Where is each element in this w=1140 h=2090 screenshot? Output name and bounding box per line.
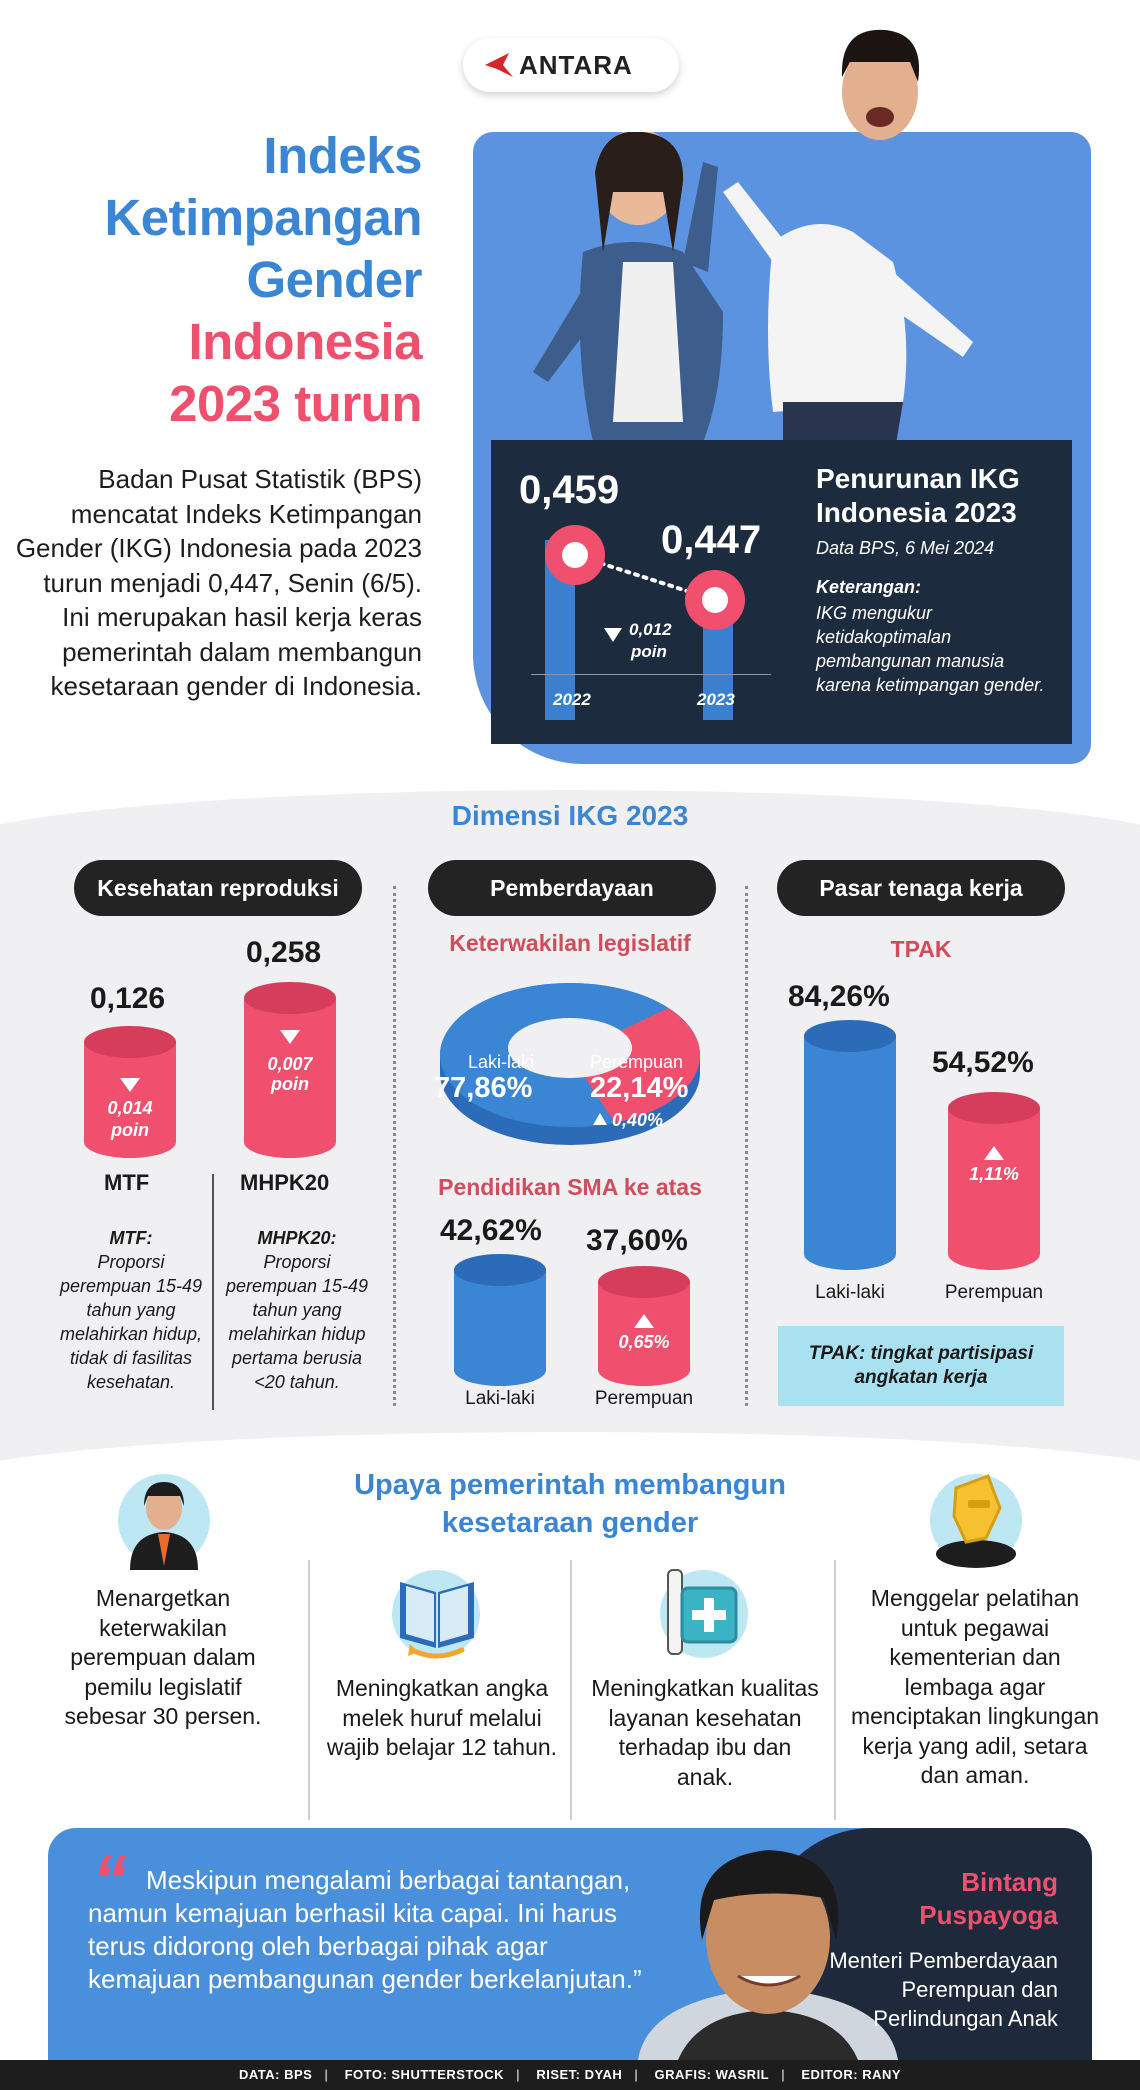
credit-foto: FOTO: SHUTTERSTOCK	[344, 2067, 505, 2082]
divider-1	[393, 886, 396, 1406]
book-icon	[392, 1568, 482, 1660]
point-2023	[702, 587, 728, 613]
quote-author-name	[838, 1866, 1058, 1932]
tpak-men-cylinder	[802, 1020, 898, 1272]
title-line-4: Indonesia	[188, 313, 422, 370]
pill-kesehatan: Kesehatan reproduksi	[74, 860, 362, 916]
antara-logo-icon	[483, 51, 515, 79]
title-line-2: Ketimpangan	[104, 189, 422, 246]
mtf-def-label: MTF:	[109, 1228, 153, 1248]
credit-riset: RISET: DYAH	[536, 2067, 623, 2082]
mhpk-change-unit: poin	[271, 1074, 309, 1094]
mtf-change-unit: poin	[111, 1120, 149, 1140]
effort-sep-3	[834, 1560, 836, 1820]
quote-author-role: Menteri Pemberdayaan Perempuan dan Perlindungan Anak	[829, 1948, 1058, 2031]
legis-women-value: 22,14%	[590, 1072, 689, 1104]
effort-item-3: Meningkatkan kualitas layanan kesehatan terhadap ibu dan anak.	[591, 1675, 819, 1790]
footer-credits: DATA: BPS | FOTO: SHUTTERSTOCK | RISET: DYAH | GRAFIS: WASRIL | EDITOR: RANY	[0, 2060, 1140, 2090]
quote-panel	[48, 1828, 1092, 2060]
tpak-women-change: 1,11%	[969, 1164, 1019, 1184]
title-line-1: Indeks	[263, 127, 422, 184]
ikg-panel-title: Penurunan IKG Indonesia 2023	[816, 463, 1020, 528]
change-value: 0,012	[629, 620, 672, 639]
legislator-woman-icon	[122, 1470, 206, 1574]
tpak-men-value: 84,26%	[788, 980, 890, 1013]
mtf-label: MTF	[104, 1170, 150, 1195]
man-figure	[723, 182, 973, 462]
legislative-title: Keterwakilan legislatif	[449, 930, 691, 956]
edu-men-value: 42,62%	[440, 1214, 542, 1247]
mhpk-def-label: MHPK20:	[257, 1228, 337, 1248]
ikg-stat-panel	[491, 440, 1072, 744]
divider-2	[745, 886, 748, 1406]
value-2022: 0,459	[519, 468, 620, 512]
antara-logo	[463, 38, 679, 92]
edu-women-cylinder	[596, 1266, 692, 1388]
mhpk-value: 0,258	[246, 936, 322, 969]
credit-grafis: GRAFIS: WASRIL	[654, 2067, 770, 2082]
tpak-women-value: 54,52%	[932, 1046, 1034, 1079]
down-arrow-icon	[604, 628, 622, 642]
legis-men-value: 77,86%	[434, 1072, 533, 1104]
ikg-panel-source: Data BPS, 6 Mei 2024	[816, 538, 995, 558]
tpak-women-label: Perempuan	[944, 1282, 1044, 1303]
tpak-title: TPAK	[890, 936, 952, 962]
year-2022: 2022	[553, 690, 591, 709]
quote-text: Meskipun mengalami berbagai tantangan, namun kemajuan berhasil kita capai. Ini harus terus didorong oleh berbagai pihak agar kemajuan pembangunan gender berkelanjutan.”	[88, 1865, 642, 1994]
effort-item-4: Menggelar pelatihan untuk pegawai kementerian dan lembaga agar menciptakan lingkungan kerja yang adil, setara dan aman.	[850, 1585, 1100, 1788]
legis-up-arrow-icon	[592, 1112, 608, 1126]
ikg-panel-note-label: Keterangan:	[816, 577, 922, 597]
tpak-men-label: Laki-laki	[815, 1282, 885, 1303]
title-line-5: 2023 turun	[169, 375, 422, 432]
pill-pemberdayaan: Pemberdayaan	[428, 860, 716, 916]
effort-item-2: Meningkatkan angka melek huruf melalui wajib belajar 12 tahun.	[326, 1675, 558, 1760]
change-unit: poin	[631, 642, 667, 661]
credit-data: DATA: BPS	[238, 2067, 313, 2082]
man-head-illustration	[830, 22, 930, 152]
legis-women-change: 0,40%	[612, 1110, 664, 1130]
health-service-icon	[662, 1564, 750, 1660]
year-2023: 2023	[697, 690, 735, 709]
legis-women-label: Perempuan	[590, 1052, 684, 1072]
mtf-value: 0,126	[90, 982, 166, 1015]
pill-pasar-kerja: Pasar tenaga kerja	[777, 860, 1065, 916]
intro-paragraph: Badan Pusat Statistik (BPS) mencatat Indeks Ketimpangan Gender (IKG) Indonesia pada 2023 turun menjadi 0,447, Senin (6/5). Ini merupakan hasil kerja keras pemerintah dalam membangun kesetaraan gender di Indonesia.	[15, 464, 422, 701]
value-2023: 0,447	[661, 518, 762, 562]
credit-editor: EDITOR: RANY	[801, 2067, 902, 2082]
dimension-title: Dimensi IKG 2023	[451, 800, 689, 831]
legis-men-label: Laki-laki	[468, 1052, 535, 1072]
effort-sep-2	[570, 1560, 572, 1820]
mhpk-definition: Proporsi perempuan 15-49 tahun yang melahirkan hidup pertama berusia <20 tahun.	[225, 1252, 369, 1392]
edu-women-change: 0,65%	[618, 1332, 670, 1352]
quote-mark-icon: “	[92, 1841, 127, 1919]
effort-item-1: Menargetkan keterwakilan perempuan dalam pemilu legislatif sebesar 30 persen.	[64, 1585, 262, 1729]
page-title	[22, 125, 422, 435]
mhpk-label: MHPK20	[240, 1170, 330, 1195]
logo-text: ANTARA	[519, 50, 633, 80]
effort-title-line-1: Upaya pemerintah membangun	[354, 1469, 786, 1501]
effort-sep-1	[308, 1560, 310, 1820]
edu-women-value: 37,60%	[586, 1224, 688, 1257]
mtf-change: 0,014	[107, 1098, 153, 1118]
mtf-definition: Proporsi perempuan 15-49 tahun yang melahirkan hidup, tidak di fasilitas kesehatan.	[59, 1252, 203, 1392]
author-name-line-2: Puspayoga	[919, 1900, 1058, 1930]
ikg-panel-note: IKG mengukur ketidakoptimalan pembangunan manusia karena ketimpangan gender.	[816, 603, 1045, 695]
edu-title: Pendidikan SMA ke atas	[438, 1174, 702, 1200]
point-2022	[562, 542, 588, 568]
tpak-definition: TPAK: tingkat partisipasi angkatan kerja	[778, 1326, 1064, 1406]
edu-men-cylinder	[452, 1254, 548, 1388]
title-line-3: Gender	[246, 251, 422, 308]
col1-separator	[212, 1174, 214, 1410]
edu-men-label: Laki-laki	[465, 1388, 535, 1409]
edu-women-label: Perempuan	[594, 1388, 694, 1409]
author-name-line-1: Bintang	[961, 1867, 1058, 1897]
award-trophy-icon	[926, 1468, 1026, 1572]
effort-title-line-2: kesetaraan gender	[441, 1507, 699, 1539]
mhpk-change: 0,007	[267, 1054, 313, 1074]
woman-figure	[533, 132, 723, 442]
